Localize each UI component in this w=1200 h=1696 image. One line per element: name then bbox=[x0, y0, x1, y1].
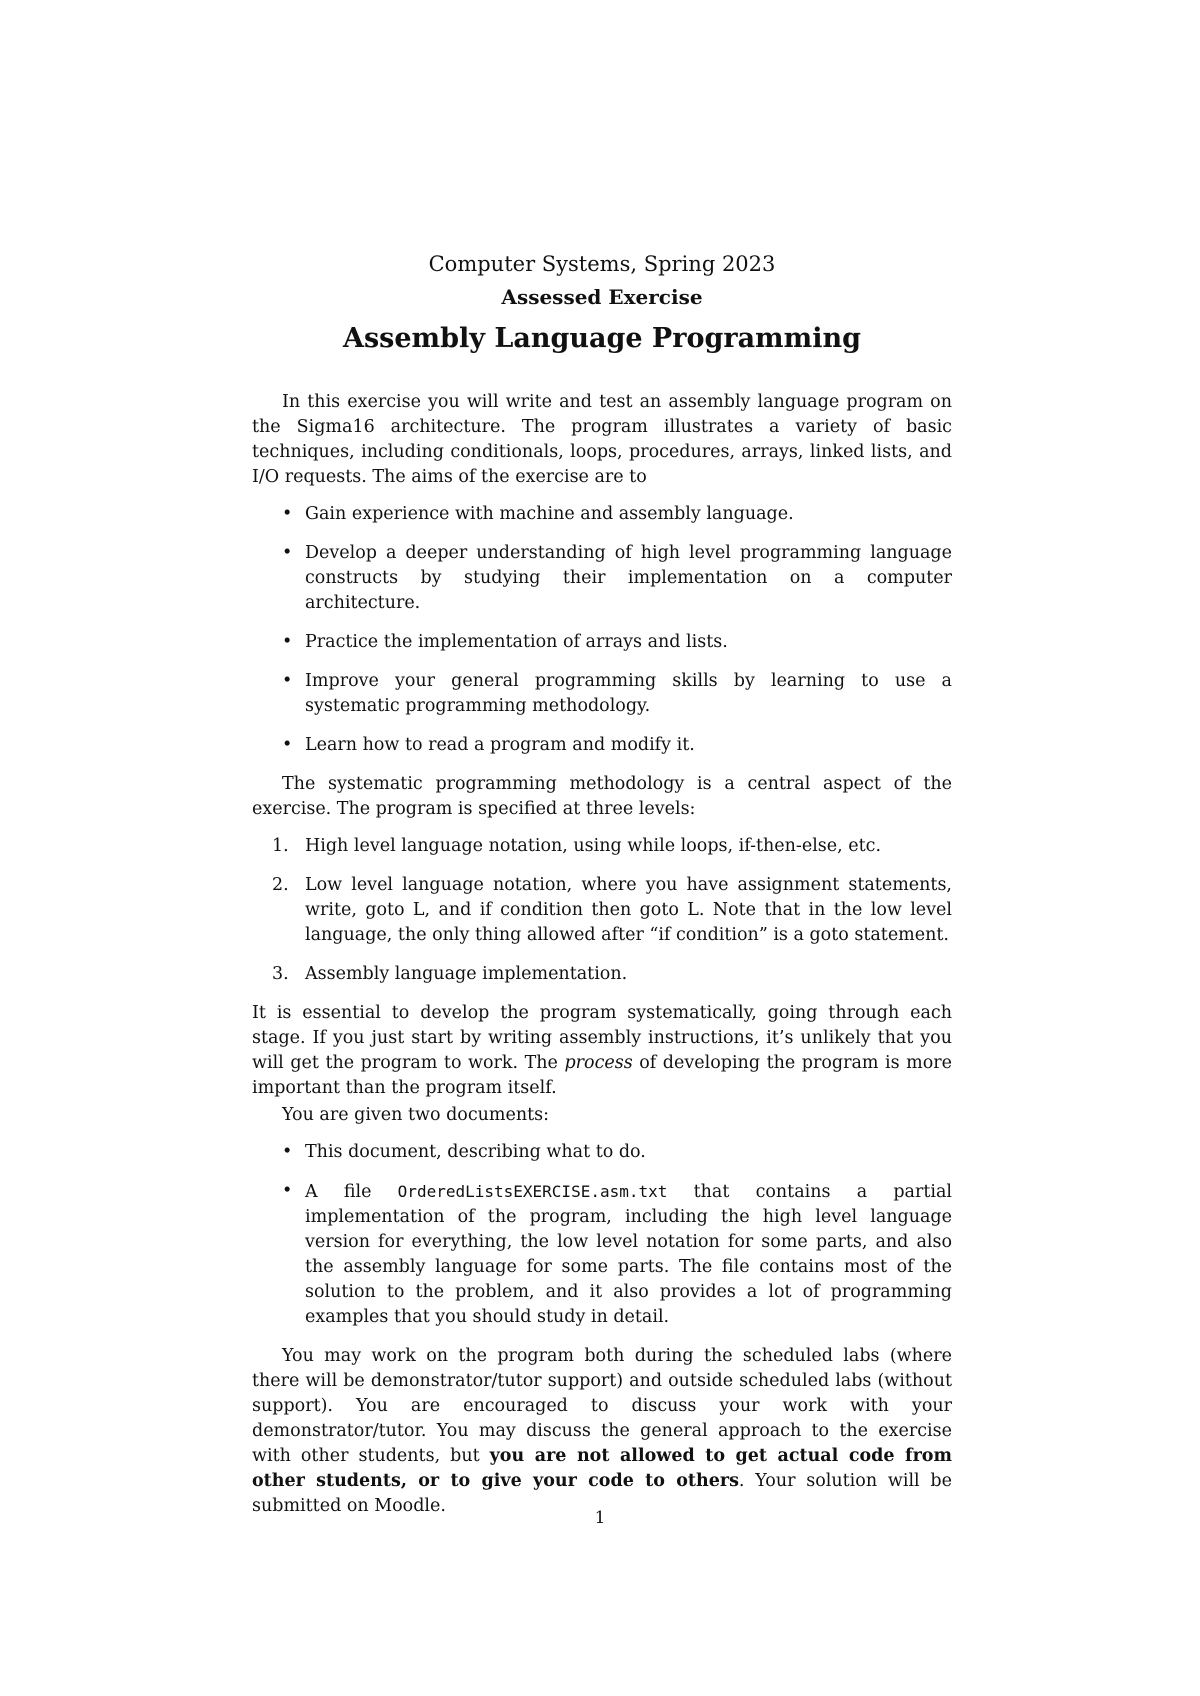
bullet-marker: • bbox=[282, 504, 293, 524]
essential-text-start: It is essential to develop the program systematically, going through each stage. If you just start by writing assembly instructions, it’s unlikely that you will get the program to work. The bbox=[252, 1003, 952, 1073]
number-marker: 2. bbox=[272, 875, 289, 895]
methodology-paragraph: The systematic programming methodology is a central aspect of the exercise. The program is specified at three levels: bbox=[252, 774, 952, 819]
essential-emphasis: process bbox=[564, 1053, 633, 1073]
documents-list bbox=[252, 1140, 952, 1330]
essential-text-end: of developing the program is more important than the program itself. bbox=[252, 1053, 952, 1098]
list-item-text-start: A file bbox=[305, 1182, 398, 1202]
bullet-marker: • bbox=[282, 1181, 293, 1201]
document-subtitle: Assessed Exercise bbox=[501, 285, 703, 309]
list-item bbox=[252, 733, 952, 758]
list-item-text: High level language notation, using while loops, if-then-else, etc. bbox=[305, 836, 882, 856]
list-item bbox=[252, 1179, 952, 1330]
intro-paragraph: In this exercise you will write and test an assembly language program on the Sigma16 architecture. The program illustrates a variety of basic techniques, including conditionals, loops, procedures, arrays, linked lists, and I/O requests. The aims of the exercise are to bbox=[252, 392, 952, 487]
list-item-text: This document, describing what to do. bbox=[305, 1142, 646, 1162]
closing-paragraph bbox=[252, 1344, 952, 1519]
closing-text-start: You may work on the program both during the scheduled labs (where there will be demonstrator/tutor support) and outside scheduled labs (without support). You are encouraged to discuss your work with your demonstrator/tutor. You may discuss the general approach to the exercise with other students, but bbox=[252, 1346, 952, 1466]
list-item-text: Improve your general programming skills by learning to use a systematic programming methodology. bbox=[305, 671, 952, 716]
list-item bbox=[252, 834, 952, 859]
aims-list bbox=[252, 502, 952, 758]
list-item bbox=[252, 669, 952, 719]
closing-bold-text: you are not allowed to get actual code from other students, or to give your code to others bbox=[252, 1446, 952, 1491]
bullet-marker: • bbox=[282, 671, 293, 691]
bullet-marker: • bbox=[282, 543, 293, 563]
course-title: Computer Systems, Spring 2023 bbox=[428, 252, 776, 276]
number-marker: 1. bbox=[272, 836, 289, 856]
levels-list bbox=[252, 834, 952, 987]
list-item bbox=[252, 630, 952, 655]
list-item bbox=[252, 962, 952, 987]
list-item bbox=[252, 541, 952, 616]
bullet-marker: • bbox=[282, 1142, 293, 1162]
essential-paragraph bbox=[252, 1001, 952, 1101]
document-title: Assembly Language Programming bbox=[343, 323, 861, 354]
list-item bbox=[252, 1140, 952, 1165]
closing-text-end: . Your solution will be submitted on Moodle. bbox=[252, 1471, 952, 1516]
list-item bbox=[252, 502, 952, 527]
bullet-marker: • bbox=[282, 632, 293, 652]
list-item-text: Practice the implementation of arrays and lists. bbox=[305, 632, 728, 652]
bullet-marker: • bbox=[282, 735, 293, 755]
list-item-text: Assembly language implementation. bbox=[305, 964, 628, 984]
list-item-text-end: that contains a partial implementation of the program, including the high level language version for everything, the low level notation for some parts, and also the assembly language for some parts. The file contains most of the solution to the problem, and it also provides a lot of programming examples that you should study in detail. bbox=[305, 1182, 952, 1327]
given-paragraph: You are given two documents: bbox=[282, 1105, 550, 1125]
number-marker: 3. bbox=[272, 964, 289, 984]
list-item-text: Gain experience with machine and assembly language. bbox=[305, 504, 794, 524]
list-item-text: Learn how to read a program and modify it. bbox=[305, 735, 695, 755]
list-item-text: Low level language notation, where you have assignment statements, write, goto L, and if condition then goto L. Note that in the low level language, the only thing allowed after “if condition” is a goto statement. bbox=[305, 875, 952, 945]
page-content bbox=[252, 250, 952, 1531]
filename: OrderedListsEXERCISE.asm.txt bbox=[397, 1182, 668, 1201]
page-number: 1 bbox=[594, 1508, 606, 1528]
list-item bbox=[252, 873, 952, 948]
list-item-text: Develop a deeper understanding of high level programming language constructs by studying their implementation on a computer architecture. bbox=[305, 543, 952, 613]
